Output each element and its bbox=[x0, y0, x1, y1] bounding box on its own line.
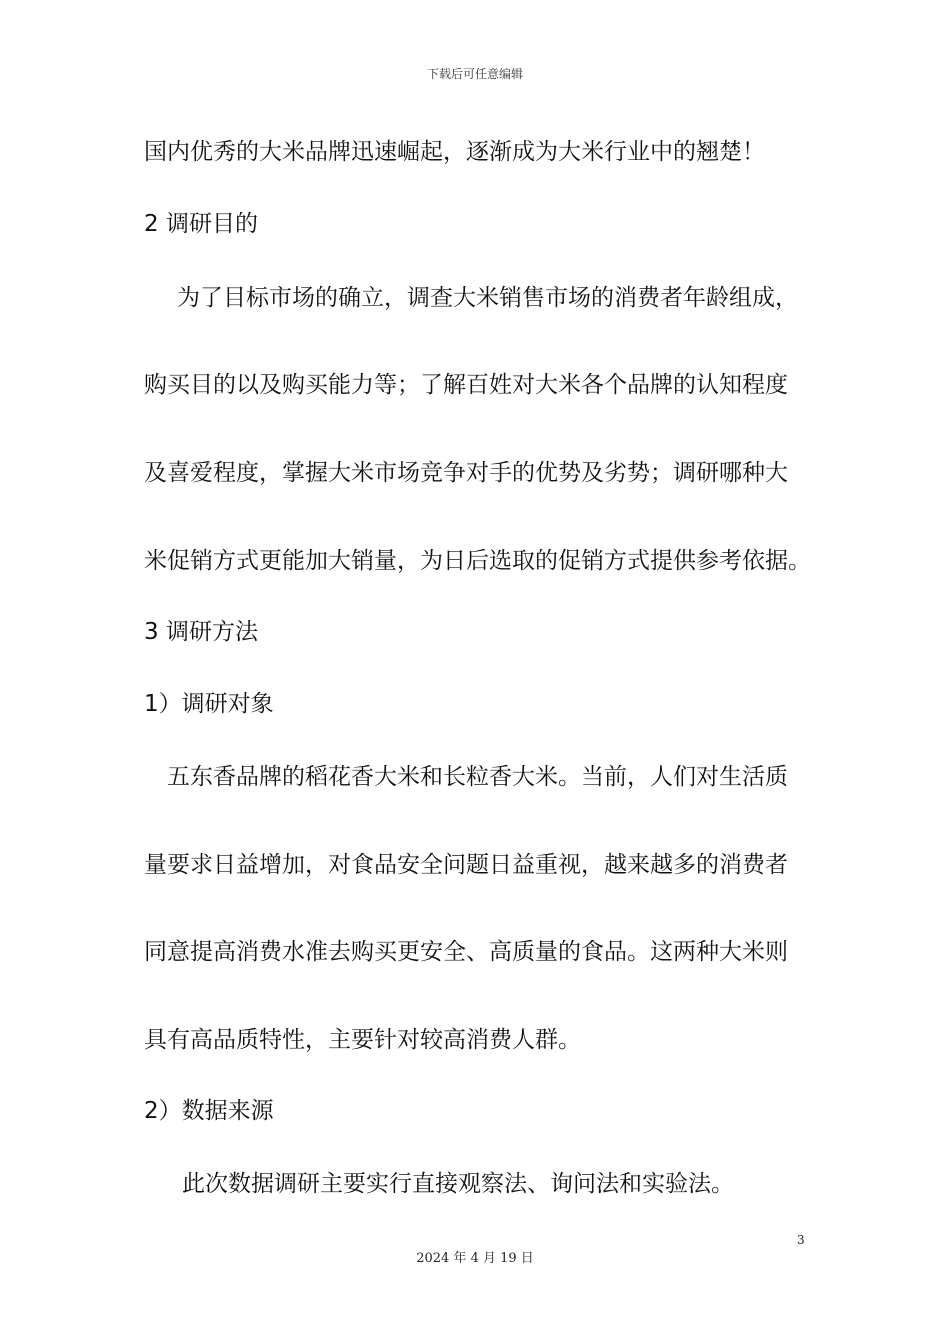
body-line: 此次数据调研主要实行直接观察法、询问法和实验法。 bbox=[182, 1171, 734, 1197]
footer-date: 2024 年 4 月 19 日 bbox=[416, 1251, 534, 1266]
body-line: 米促销方式更能加大销量，为日后选取的促销方式提供参考依据。 bbox=[144, 548, 811, 574]
page-number: 3 bbox=[797, 1233, 805, 1247]
body-line: 具有高品质特性，主要针对较高消费人群。 bbox=[144, 1027, 581, 1053]
body-line: 同意提高消费水准去购买更安全、高质量的食品。这两种大米则 bbox=[144, 939, 788, 965]
header-note: 下载后可任意编辑 bbox=[426, 67, 523, 81]
subsection-heading: 2）数据来源 bbox=[144, 1098, 274, 1124]
body-line: 为了目标市场的确立，调查大米销售市场的消费者年龄组成， bbox=[177, 285, 798, 311]
section-heading: 3 调研方法 bbox=[144, 619, 258, 645]
body-line: 五东香品牌的稻花香大米和长粒香大米。当前，人们对生活质 bbox=[167, 764, 788, 790]
body-line: 及喜爱程度，掌握大米市场竞争对手的优势及劣势；调研哪种大 bbox=[144, 460, 788, 486]
body-line: 购买目的以及购买能力等；了解百姓对大米各个品牌的认知程度 bbox=[144, 372, 788, 398]
subsection-heading: 1）调研对象 bbox=[144, 691, 274, 717]
body-line: 量要求日益增加，对食品安全问题日益重视，越来越多的消费者 bbox=[144, 852, 788, 878]
section-heading: 2 调研目的 bbox=[144, 211, 258, 237]
body-line: 国内优秀的大米品牌迅速崛起，逐渐成为大米行业中的翘楚！ bbox=[144, 139, 765, 165]
